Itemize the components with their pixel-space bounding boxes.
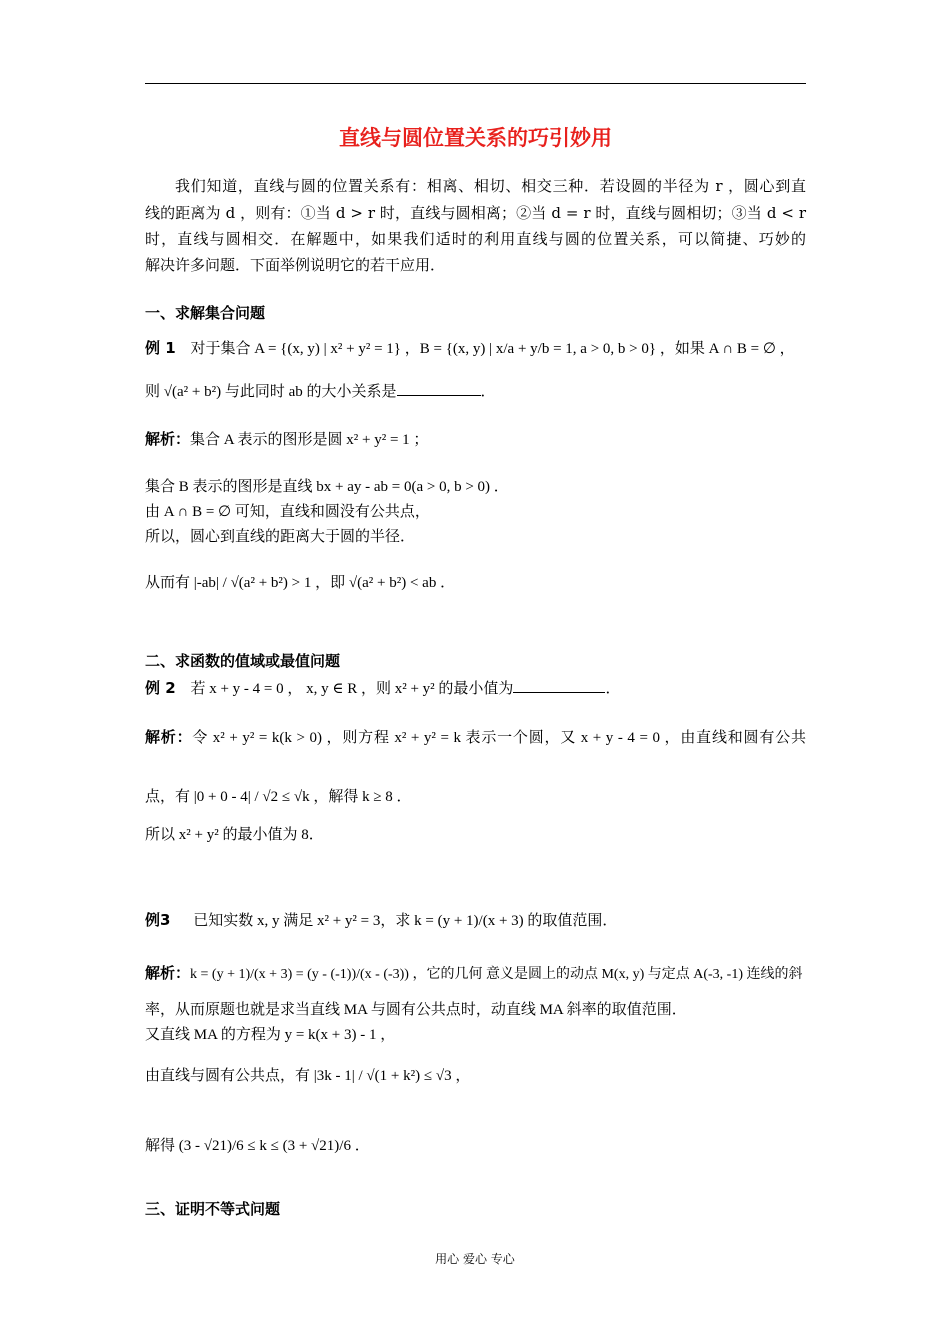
solution-3-line-1: [145, 963, 803, 985]
intro-line-1: 我们知道，直线与圆的位置关系有：相离、相切、相交三种．若设圆的半径为 r ，圆心到直: [175, 177, 806, 195]
answer-blank[interactable]: [513, 678, 605, 693]
solution-3-line-3: 又直线 MA 的方程为 y = k(x + 3) - 1 ，: [145, 1027, 396, 1043]
period: ．: [480, 384, 496, 400]
solution-2-line-1: [145, 727, 806, 748]
solution-1-line-4: 所以，圆心到直线的距离大于圆的半径．: [145, 529, 416, 545]
solution-3-text: k = (y + 1)/(x + 3) = (y - (-1))/(x - (-3)) ，它的几何 意义是圆上的动点 M(x, y) 与定点 A(-3, -1) 连线的斜: [190, 967, 803, 982]
intro-line-2: 线的距离为 d ，则有：①当 d > r 时，直线与圆相离；②当 d = r 时，直线与圆相切；③当 d < r: [145, 204, 806, 222]
solution-label: 解析：: [145, 964, 191, 982]
solution-label: 解析：: [145, 430, 191, 448]
solution-2-line-3: 所以 x² + y² 的最小值为 8．: [145, 827, 324, 843]
solution-1-line-2: 集合 B 表示的图形是直线 bx + ay - ab = 0(a > 0, b > 0) ．: [145, 479, 509, 495]
example-1-text: 对于集合 A = {(x, y) | x² + y² = 1} ，B = {(x, y) | x/a + y/b = 1, a > 0, b > 0} ，如果 A ∩ B = ∅ ，: [190, 341, 795, 357]
section-2-heading: 二、求函数的值域或最值问题: [145, 652, 341, 670]
example-3: [145, 910, 617, 931]
solution-2-line-2: 点，有 |0 + 0 - 4| / √2 ≤ √k ，解得 k ≥ 8 ．: [145, 789, 412, 805]
example-2-label: 例 2: [145, 679, 176, 697]
solution-1-text: 集合 A 表示的图形是圆 x² + y² = 1 ；: [190, 432, 429, 448]
intro-line-3: 时，直线与圆相交．在解题中，如果我们适时的利用直线与圆的位置关系，可以简捷、巧妙的: [145, 230, 806, 248]
example-1-question-text: 则 √(a² + b²) 与此同时 ab 的大小关系是: [145, 384, 397, 400]
example-2: [145, 678, 620, 699]
solution-1-line-1: [145, 429, 428, 450]
solution-3-line-2: 率，从而原题也就是求当直线 MA 与圆有公共点时，动直线 MA 斜率的取值范围．: [145, 1002, 687, 1018]
solution-1-line-5: 从而有 |-ab| / √(a² + b²) > 1 ，即 √(a² + b²) < ab ．: [145, 575, 456, 591]
example-1: [145, 338, 795, 359]
example-3-text: 已知实数 x, y 满足 x² + y² = 3，求 k = (y + 1)/(x + 3) 的取值范围．: [193, 913, 618, 929]
answer-blank[interactable]: [397, 381, 481, 396]
solution-label: 解析：: [145, 728, 193, 746]
header-rule: [145, 83, 806, 84]
solution-2-text: 令 x² + y² = k(k > 0) ，则方程 x² + y² = k 表示一个圆，又 x + y - 4 = 0 ，由直线和圆有公共: [192, 730, 806, 746]
period: ．: [605, 681, 621, 697]
example-2-text: 若 x + y - 4 = 0 ， x, y ∈ R ，则 x² + y² 的最小值为: [190, 681, 514, 697]
section-3-heading: 三、证明不等式问题: [145, 1200, 281, 1218]
intro-line-4: 解决许多问题．下面举例说明它的若干应用．: [145, 256, 446, 274]
example-3-label: 例3: [145, 911, 171, 929]
solution-3-line-5: 解得 (3 - √21)/6 ≤ k ≤ (3 + √21)/6 ．: [145, 1138, 370, 1154]
example-1-question: [145, 381, 496, 402]
solution-1-line-3: 由 A ∩ B = ∅ 可知，直线和圆没有公共点，: [145, 504, 430, 520]
document-title: 直线与圆位置关系的巧引妙用: [339, 126, 612, 150]
page-footer: 用心 爱心 专心: [435, 1252, 515, 1266]
solution-3-line-4: 由直线与圆有公共点，有 |3k - 1| / √(1 + k²) ≤ √3 ，: [145, 1068, 471, 1084]
example-1-label: 例 1: [145, 339, 176, 357]
section-1-heading: 一、求解集合问题: [145, 304, 266, 322]
